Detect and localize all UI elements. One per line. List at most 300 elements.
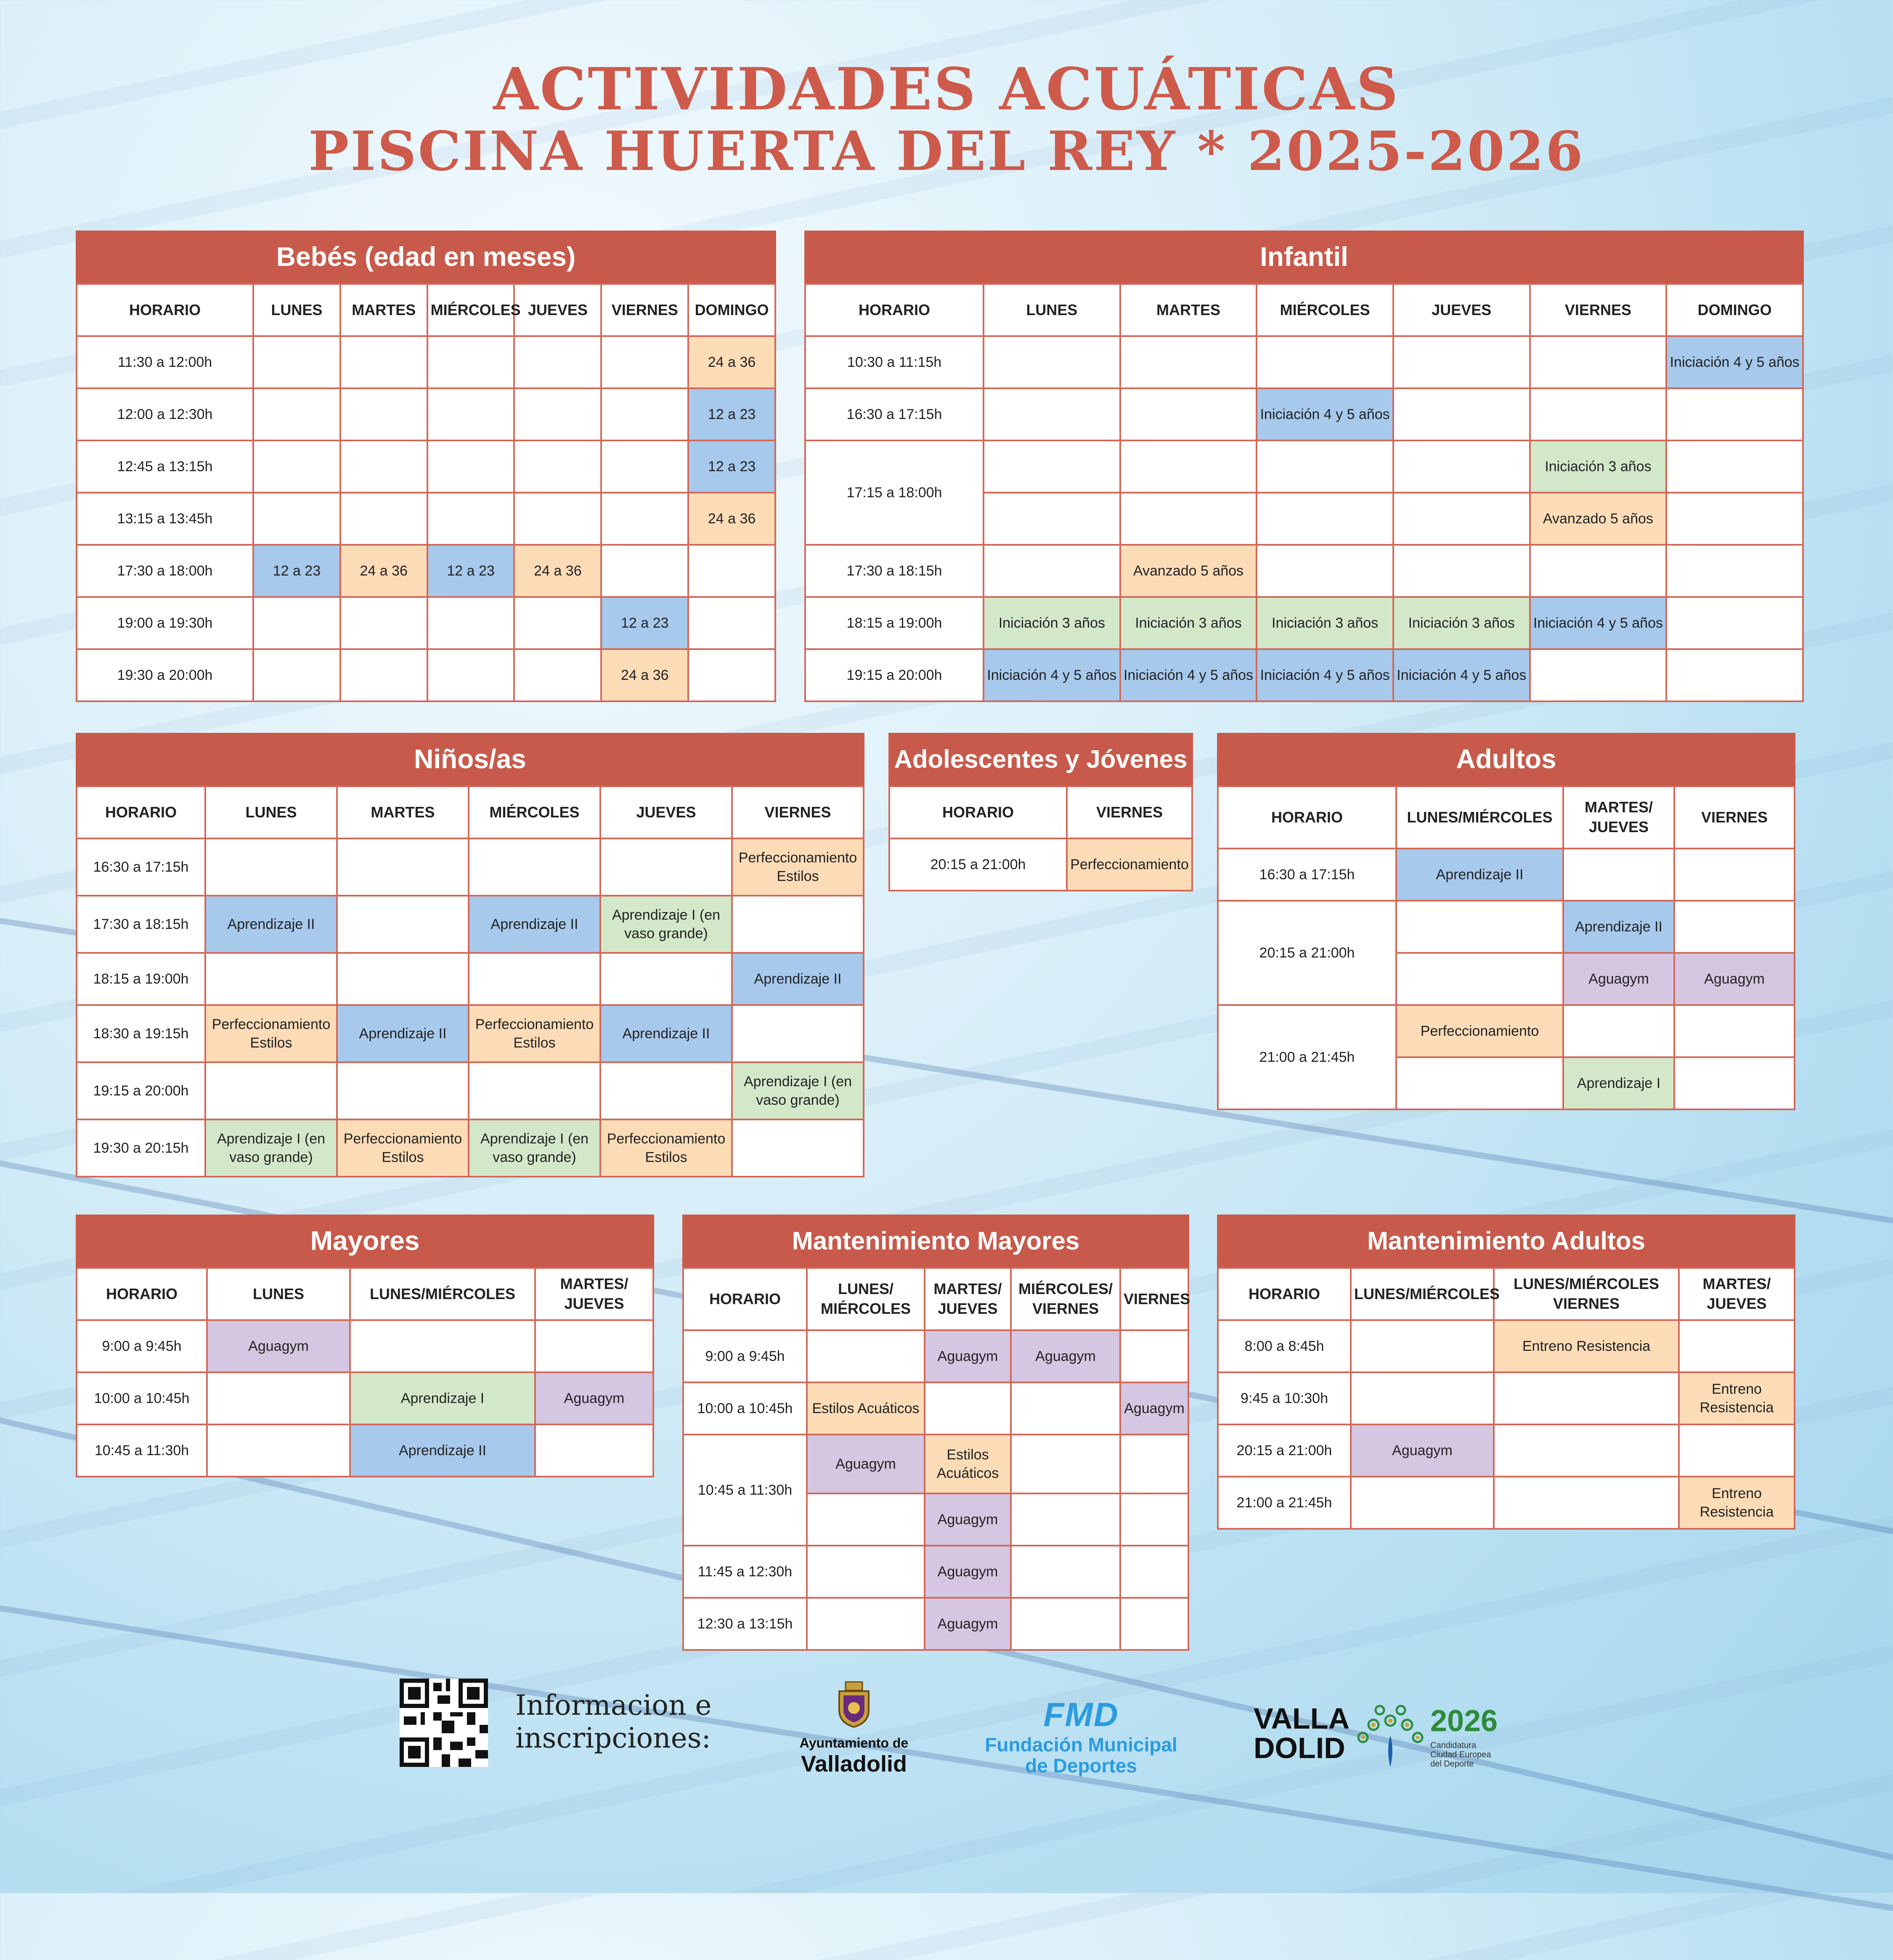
time-cell: 9:00 a 9:45h — [77, 1320, 207, 1372]
activity-cell: Aprendizaje II — [337, 1005, 469, 1062]
column-header: LUNES/MIÉRCOLES — [1396, 786, 1563, 849]
table-cell — [1396, 1057, 1563, 1109]
activity-cell: Iniciación 4 y 5 años — [1393, 649, 1530, 701]
column-header: VIERNES — [1674, 786, 1795, 849]
activity-cell: Aprendizaje II — [1563, 901, 1674, 953]
column-header: HORARIO — [683, 1268, 807, 1330]
table-cell — [1011, 1598, 1120, 1650]
time-cell: 16:30 a 17:15h — [77, 838, 205, 896]
table-cell — [601, 336, 688, 388]
fmd-line2: de Deportes — [1025, 1755, 1137, 1777]
time-cell: 10:30 a 11:15h — [805, 336, 984, 388]
table-cell — [984, 545, 1120, 597]
table-row — [77, 545, 775, 597]
schedule-table — [1217, 785, 1795, 1110]
time-cell: 17:15 a 18:00h — [805, 440, 984, 545]
table-cell — [1393, 388, 1530, 440]
table-cell — [1120, 1493, 1188, 1546]
activity-cell: Aguagym — [925, 1493, 1011, 1546]
table-row — [1218, 1320, 1795, 1372]
column-header: LUNES/MIÉRCOLES — [1351, 1268, 1494, 1320]
activity-cell: Perfeccionamiento Estilos — [469, 1005, 600, 1062]
activity-cell: 12 a 23 — [688, 440, 775, 493]
panel-bebes — [76, 231, 776, 702]
vdl-line2: DOLID — [1254, 1732, 1345, 1764]
table-row — [805, 597, 1803, 649]
activity-cell: Aguagym — [1120, 1382, 1188, 1435]
table-row — [77, 388, 775, 440]
table-cell — [1011, 1435, 1120, 1493]
table-cell — [205, 1062, 337, 1119]
time-cell: 21:00 a 21:45h — [1218, 1005, 1396, 1109]
city-crest-icon — [831, 1679, 877, 1729]
table-cell — [514, 493, 601, 545]
table-cell — [1393, 493, 1530, 545]
column-header: MIÉRCOLES — [427, 284, 514, 336]
column-header: MARTES — [1120, 284, 1257, 336]
time-cell: 18:30 a 19:15h — [77, 1005, 205, 1062]
table-cell — [1494, 1477, 1679, 1529]
column-header: MARTES/ JUEVES — [925, 1268, 1011, 1330]
ayuntamiento-logo — [791, 1679, 917, 1777]
vdl-wordmark — [1254, 1704, 1349, 1763]
table-cell — [337, 953, 469, 1005]
activity-cell: Aprendizaje I (en vaso grande) — [205, 1119, 337, 1177]
table-cell — [1530, 388, 1667, 440]
table-cell — [1120, 336, 1257, 388]
table-cell — [1666, 440, 1803, 493]
schedule-table — [76, 1267, 654, 1477]
panel-title: Adolescentes y Jóvenes — [888, 733, 1193, 785]
time-cell: 21:00 a 21:45h — [1218, 1477, 1351, 1529]
activity-cell: Aprendizaje I — [1563, 1057, 1674, 1109]
fmd-logo — [980, 1695, 1182, 1776]
activity-cell: 12 a 23 — [427, 545, 514, 597]
panel-adolescentes — [888, 733, 1193, 891]
fmd-line1: Fundación Municipal — [985, 1734, 1177, 1756]
info-line: Informacion e — [515, 1689, 712, 1721]
table-cell — [1674, 1057, 1795, 1109]
table-row — [77, 1005, 864, 1062]
time-cell: 11:45 a 12:30h — [683, 1546, 807, 1598]
table-cell — [807, 1598, 925, 1650]
table-cell — [1563, 1005, 1674, 1057]
column-header: LUNES — [984, 284, 1120, 336]
table-cell — [1257, 545, 1393, 597]
table-cell — [350, 1320, 535, 1372]
table-cell — [1494, 1424, 1679, 1477]
table-cell — [1120, 1598, 1188, 1650]
activity-cell: 12 a 23 — [253, 545, 340, 597]
column-header: VIERNES — [601, 284, 688, 336]
activity-cell: Aprendizaje II — [600, 1005, 732, 1062]
table-row — [805, 336, 1803, 388]
table-cell — [1494, 1372, 1679, 1424]
table-cell — [925, 1382, 1011, 1435]
table-row — [683, 1598, 1188, 1650]
peacock-logo-icon — [1350, 1695, 1430, 1771]
table-row — [77, 838, 864, 896]
column-header: JUEVES — [1393, 284, 1530, 336]
table-cell — [469, 953, 600, 1005]
column-header: LUNES — [253, 284, 340, 336]
table-cell — [1530, 649, 1667, 701]
table-cell — [253, 388, 340, 440]
activity-cell: Iniciación 4 y 5 años — [1257, 649, 1393, 701]
column-header: VIERNES — [1120, 1268, 1188, 1330]
table-cell — [469, 1062, 600, 1119]
activity-cell: Aguagym — [1011, 1330, 1120, 1382]
table-cell — [1120, 440, 1257, 493]
table-row — [805, 545, 1803, 597]
table-row — [1218, 1005, 1795, 1057]
table-cell — [688, 649, 775, 701]
panel-infantil — [804, 231, 1804, 702]
activity-cell: Iniciación 4 y 5 años — [1530, 597, 1667, 649]
time-cell: 9:00 a 9:45h — [683, 1330, 807, 1382]
activity-cell: Iniciación 4 y 5 años — [1120, 649, 1257, 701]
ayto-line2: Valladolid — [801, 1751, 907, 1777]
table-cell — [1393, 440, 1530, 493]
column-header: JUEVES — [600, 786, 732, 838]
table-cell — [984, 336, 1120, 388]
activity-cell: Entreno Resistencia — [1679, 1477, 1795, 1529]
activity-cell: 12 a 23 — [688, 388, 775, 440]
qr-code-icon[interactable] — [400, 1679, 488, 1767]
table-cell — [1257, 493, 1393, 545]
panel-title: Mantenimiento Adultos — [1217, 1215, 1795, 1267]
table-cell — [1011, 1546, 1120, 1598]
table-row — [77, 336, 775, 388]
table-cell — [688, 545, 775, 597]
table-row — [77, 597, 775, 649]
column-header: DOMINGO — [688, 284, 775, 336]
column-header: LUNES — [205, 786, 337, 838]
table-cell — [514, 649, 601, 701]
column-header: DOMINGO — [1666, 284, 1803, 336]
column-header: VIERNES — [732, 786, 864, 838]
table-cell — [1674, 849, 1795, 901]
table-cell — [1011, 1493, 1120, 1546]
table-cell — [427, 440, 514, 493]
table-cell — [1666, 649, 1803, 701]
table-row — [77, 1424, 653, 1477]
activity-cell: Perfeccionamiento Estilos — [600, 1119, 732, 1177]
page-title: ACTIVIDADES ACUÁTICAS — [493, 55, 1400, 123]
table-row — [77, 1320, 653, 1372]
time-cell: 12:45 a 13:15h — [77, 440, 253, 493]
activity-cell: Aprendizaje II — [469, 896, 600, 953]
vdl-candidatura — [1430, 1741, 1514, 1769]
table-cell — [1674, 1005, 1795, 1057]
column-header: HORARIO — [77, 1268, 207, 1320]
table-row — [683, 1546, 1188, 1598]
table-cell — [340, 336, 427, 388]
activity-cell: Aguagym — [807, 1435, 925, 1493]
table-row — [77, 649, 775, 701]
table-cell — [807, 1546, 925, 1598]
panel-title: Niños/as — [76, 733, 864, 785]
time-cell: 18:15 a 19:00h — [805, 597, 984, 649]
activity-cell: Entreno Resistencia — [1494, 1320, 1679, 1372]
schedule-table — [804, 283, 1804, 702]
activity-cell: Iniciación 3 años — [1120, 597, 1257, 649]
panel-adultos — [1217, 733, 1795, 1110]
table-cell — [688, 597, 775, 649]
time-cell: 10:00 a 10:45h — [77, 1372, 207, 1424]
time-cell: 12:30 a 13:15h — [683, 1598, 807, 1650]
table-cell — [732, 896, 864, 953]
table-cell — [1563, 849, 1674, 901]
table-cell — [1120, 388, 1257, 440]
activity-cell: Aguagym — [1563, 953, 1674, 1005]
table-row — [77, 1119, 864, 1177]
table-cell — [253, 649, 340, 701]
column-header: MIÉRCOLES — [1257, 284, 1393, 336]
table-cell — [514, 388, 601, 440]
table-cell — [1666, 545, 1803, 597]
table-row — [683, 1330, 1188, 1382]
vdl-year: 2026 — [1430, 1704, 1498, 1738]
table-row — [77, 953, 864, 1005]
activity-cell: Estilos Acuáticos — [807, 1382, 925, 1435]
time-cell: 10:00 a 10:45h — [683, 1382, 807, 1435]
table-cell — [600, 953, 732, 1005]
activity-cell: Aguagym — [925, 1330, 1011, 1382]
table-row — [77, 440, 775, 493]
column-header: VIERNES — [1067, 786, 1192, 838]
schedule-table — [76, 283, 776, 702]
column-header: LUNES/ MIÉRCOLES — [807, 1268, 925, 1330]
table-cell — [535, 1320, 653, 1372]
column-header: LUNES — [207, 1268, 350, 1320]
time-cell: 10:45 a 11:30h — [683, 1435, 807, 1546]
activity-cell: 12 a 23 — [601, 597, 688, 649]
table-cell — [1396, 901, 1563, 953]
table-row — [1218, 849, 1795, 901]
column-header: MARTES — [337, 786, 469, 838]
table-cell — [1666, 388, 1803, 440]
column-header: LUNES/MIÉRCOLES — [350, 1268, 535, 1320]
time-cell: 12:00 a 12:30h — [77, 388, 253, 440]
table-row — [77, 493, 775, 545]
time-cell: 17:30 a 18:15h — [77, 896, 205, 953]
table-cell — [207, 1372, 350, 1424]
table-cell — [340, 649, 427, 701]
table-cell — [337, 1062, 469, 1119]
table-cell — [337, 838, 469, 896]
activity-cell: Aprendizaje II — [732, 953, 864, 1005]
table-row — [77, 1062, 864, 1119]
table-row — [1218, 1424, 1795, 1477]
table-cell — [732, 1119, 864, 1177]
table-cell — [340, 597, 427, 649]
column-header: HORARIO — [77, 786, 205, 838]
table-cell — [514, 440, 601, 493]
table-row — [77, 896, 864, 953]
activity-cell: Perfeccionamiento Estilos — [205, 1005, 337, 1062]
time-cell: 16:30 a 17:15h — [1218, 849, 1396, 901]
activity-cell: Aprendizaje II — [350, 1424, 535, 1477]
activity-cell: Avanzado 5 años — [1530, 493, 1667, 545]
panel-title: Mayores — [76, 1215, 654, 1267]
time-cell: 20:15 a 21:00h — [1218, 901, 1396, 1005]
time-cell: 19:15 a 20:00h — [805, 649, 984, 701]
activity-cell: Aprendizaje I (en vaso grande) — [600, 896, 732, 953]
time-cell: 13:15 a 13:45h — [77, 493, 253, 545]
table-cell — [253, 336, 340, 388]
table-cell — [1120, 1330, 1188, 1382]
column-header: VIERNES — [1530, 284, 1667, 336]
table-cell — [1120, 493, 1257, 545]
table-cell — [807, 1493, 925, 1546]
table-cell — [205, 953, 337, 1005]
activity-cell: 24 a 36 — [688, 336, 775, 388]
table-cell — [1530, 545, 1667, 597]
table-row — [1218, 901, 1795, 953]
activity-cell: 24 a 36 — [514, 545, 601, 597]
column-header: MARTES/ JUEVES — [1679, 1268, 1795, 1320]
table-row — [1218, 1477, 1795, 1529]
panel-title: Bebés (edad en meses) — [76, 231, 776, 283]
activity-cell: Estilos Acuáticos — [925, 1435, 1011, 1493]
activity-cell: Iniciación 3 años — [1393, 597, 1530, 649]
activity-cell: Aprendizaje II — [205, 896, 337, 953]
activity-cell: Aguagym — [535, 1372, 653, 1424]
schedule-table — [1217, 1267, 1795, 1530]
time-cell: 20:15 a 21:00h — [1218, 1424, 1351, 1477]
table-cell — [601, 388, 688, 440]
table-cell — [253, 597, 340, 649]
table-cell — [535, 1424, 653, 1477]
activity-cell: Perfeccionamiento Estilos — [337, 1119, 469, 1177]
vdl-cand-line: Candidatura — [1430, 1741, 1476, 1750]
column-header: HORARIO — [889, 786, 1067, 838]
time-cell: 9:45 a 10:30h — [1218, 1372, 1351, 1424]
table-cell — [427, 336, 514, 388]
panel-title: Infantil — [804, 231, 1804, 283]
column-header: HORARIO — [77, 284, 253, 336]
panel-ninos — [76, 733, 864, 1178]
table-cell — [427, 388, 514, 440]
table-cell — [601, 493, 688, 545]
vdl-cand-line: Ciudad Europea — [1430, 1750, 1491, 1759]
table-cell — [427, 597, 514, 649]
activity-cell: Iniciación 4 y 5 años — [1257, 388, 1393, 440]
column-header: MIÉRCOLES — [469, 786, 600, 838]
activity-cell: Aprendizaje I (en vaso grande) — [469, 1119, 600, 1177]
table-cell — [1120, 1546, 1188, 1598]
table-cell — [1674, 901, 1795, 953]
table-cell — [1530, 336, 1667, 388]
table-row — [77, 1372, 653, 1424]
info-text — [515, 1689, 712, 1755]
table-cell — [253, 440, 340, 493]
table-cell — [984, 388, 1120, 440]
time-cell: 19:30 a 20:00h — [77, 649, 253, 701]
table-cell — [1393, 545, 1530, 597]
table-row — [683, 1435, 1188, 1493]
table-cell — [1393, 336, 1530, 388]
table-cell — [340, 440, 427, 493]
table-cell — [1396, 953, 1563, 1005]
activity-cell: Avanzado 5 años — [1120, 545, 1257, 597]
table-cell — [253, 493, 340, 545]
table-cell — [514, 597, 601, 649]
table-cell — [1679, 1320, 1795, 1372]
activity-cell: Perfeccionamiento — [1067, 838, 1192, 891]
table-row — [683, 1382, 1188, 1435]
time-cell: 11:30 a 12:00h — [77, 336, 253, 388]
activity-cell: Perfeccionamiento — [1396, 1005, 1563, 1057]
table-cell — [984, 493, 1120, 545]
table-cell — [1120, 1435, 1188, 1493]
time-cell: 18:15 a 19:00h — [77, 953, 205, 1005]
schedule-table — [76, 785, 864, 1178]
table-cell — [1666, 597, 1803, 649]
table-row — [805, 388, 1803, 440]
time-cell: 19:15 a 20:00h — [77, 1062, 205, 1119]
column-header: MIÉRCOLES/ VIERNES — [1011, 1268, 1120, 1330]
table-cell — [600, 838, 732, 896]
activity-cell: Iniciación 3 años — [1530, 440, 1667, 493]
activity-cell: Aguagym — [925, 1598, 1011, 1650]
table-cell — [601, 440, 688, 493]
table-cell — [205, 838, 337, 896]
activity-cell: 24 a 36 — [340, 545, 427, 597]
schedule-table — [888, 785, 1193, 891]
time-cell: 17:30 a 18:00h — [77, 545, 253, 597]
column-header: LUNES/MIÉRCOLES VIERNES — [1494, 1268, 1679, 1320]
column-header: MARTES/ JUEVES — [1563, 786, 1674, 849]
table-cell — [1257, 440, 1393, 493]
table-cell — [984, 440, 1120, 493]
table-cell — [1666, 493, 1803, 545]
time-cell: 19:00 a 19:30h — [77, 597, 253, 649]
table-cell — [1011, 1382, 1120, 1435]
table-cell — [600, 1062, 732, 1119]
table-cell — [601, 545, 688, 597]
fmd-wordmark: FMD — [1043, 1696, 1119, 1733]
table-row — [1218, 1372, 1795, 1424]
time-cell: 19:30 a 20:15h — [77, 1119, 205, 1177]
column-header: HORARIO — [1218, 1268, 1351, 1320]
column-header: MARTES/ JUEVES — [535, 1268, 653, 1320]
activity-cell: Iniciación 4 y 5 años — [1666, 336, 1803, 388]
table-cell — [340, 493, 427, 545]
vdl-cand-line: del Deporte — [1430, 1759, 1474, 1769]
table-cell — [427, 493, 514, 545]
panel-mant-adultos — [1217, 1215, 1795, 1530]
table-cell — [514, 336, 601, 388]
table-cell — [1351, 1477, 1494, 1529]
table-row — [805, 649, 1803, 701]
info-line: inscripciones: — [515, 1722, 711, 1754]
activity-cell: Aguagym — [925, 1546, 1011, 1598]
activity-cell: Iniciación 4 y 5 años — [984, 649, 1120, 701]
table-cell — [732, 1005, 864, 1062]
table-row — [889, 838, 1192, 891]
panel-title: Mantenimiento Mayores — [682, 1215, 1189, 1267]
table-cell — [337, 896, 469, 953]
table-cell — [340, 388, 427, 440]
schedule-table — [682, 1267, 1189, 1651]
column-header: HORARIO — [805, 284, 984, 336]
vdl-line1: VALLA — [1254, 1702, 1350, 1735]
valladolid-2026-logo — [1254, 1695, 1514, 1780]
activity-cell: Entreno Resistencia — [1679, 1372, 1795, 1424]
activity-cell: Aguagym — [1351, 1424, 1494, 1477]
